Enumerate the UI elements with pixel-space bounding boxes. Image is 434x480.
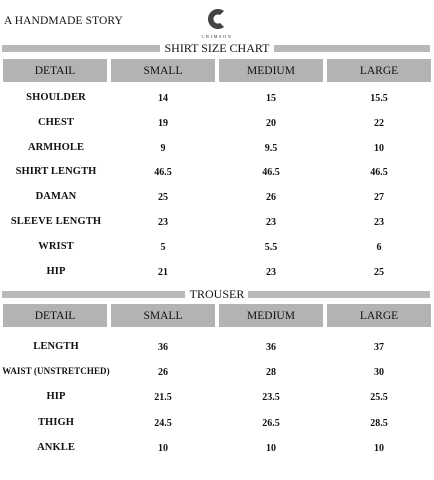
trouser-cell: 30: [374, 367, 384, 379]
trouser-cell: 26: [158, 367, 168, 379]
shirt-cell: 25: [374, 266, 384, 278]
trouser-cell: 26.5: [262, 417, 280, 429]
shirt-cell: 46.5: [370, 167, 388, 179]
shirt-row-label: SLEEVE LENGTH: [10, 216, 102, 227]
shirt-cell: 46.5: [262, 167, 280, 179]
trouser-cell: 10: [266, 442, 276, 454]
trouser-cell: 23.5: [262, 392, 280, 404]
shirt-cell: 9.5: [264, 142, 278, 154]
trouser-cell: 28: [266, 367, 276, 379]
shirt-header-detail: DETAIL: [3, 59, 107, 82]
trouser-cell: 37: [374, 342, 384, 353]
trouser-cell: 24.5: [154, 417, 172, 429]
shirt-header-small: SMALL: [111, 59, 215, 82]
shirt-cell: 15.5: [370, 93, 388, 104]
trouser-header-small: SMALL: [111, 304, 215, 327]
trouser-section-title: TROUSER: [186, 287, 249, 301]
shirt-row-label: HIP: [46, 265, 66, 277]
trouser-cell: 36: [158, 342, 168, 353]
trouser-row-label: ANKLE: [37, 441, 75, 453]
shirt-cell: 5.5: [264, 241, 278, 253]
brand-tagline: A HANDMADE STORY: [4, 15, 123, 27]
shirt-cell: 6: [376, 241, 382, 253]
trouser-header-large: LARGE: [327, 304, 431, 327]
shirt-cell: 23: [266, 266, 276, 278]
trouser-cell: 10: [374, 442, 384, 454]
shirt-cell: 46.5: [154, 167, 172, 179]
shirt-cell: 23: [158, 217, 168, 228]
trouser-header-detail: DETAIL: [3, 304, 107, 327]
shirt-cell: 9: [160, 142, 166, 154]
shirt-cell: 23: [374, 217, 384, 228]
trouser-cell: 36: [266, 342, 276, 353]
shirt-cell: 26: [266, 192, 276, 204]
shirt-header-medium: MEDIUM: [219, 59, 323, 82]
shirt-cell: 20: [266, 117, 276, 129]
shirt-row-label: SHIRT LENGTH: [15, 166, 97, 178]
crimson-logo-icon: [200, 4, 234, 34]
trouser-cell: 10: [158, 442, 168, 454]
shirt-cell: 22: [374, 117, 384, 129]
shirt-section-title: SHIRT SIZE CHART: [160, 41, 273, 55]
trouser-row-label: THIGH: [37, 416, 75, 428]
shirt-cell: 10: [374, 142, 384, 154]
trouser-cell: 21.5: [154, 392, 172, 404]
crimson-logo: [200, 4, 234, 42]
shirt-cell: 15: [266, 93, 276, 104]
shirt-row-label: DAMAN: [35, 191, 77, 203]
trouser-row-label: HIP: [46, 391, 66, 403]
trouser-header-medium: MEDIUM: [219, 304, 323, 327]
shirt-cell: 25: [158, 192, 168, 204]
shirt-row-label: CHEST: [37, 116, 75, 128]
trouser-section-bar: [0, 288, 434, 300]
shirt-section-bar: [0, 42, 434, 54]
shirt-cell: 5: [160, 241, 166, 253]
shirt-cell: 21: [158, 266, 168, 278]
trouser-cell: 25.5: [370, 392, 388, 404]
shirt-row-label: ARMHOLE: [27, 141, 85, 153]
trouser-cell: 28.5: [370, 417, 388, 429]
shirt-header-large: LARGE: [327, 59, 431, 82]
shirt-cell: 14: [158, 93, 168, 104]
shirt-cell: 27: [374, 192, 384, 204]
shirt-row-label: WRIST: [38, 240, 74, 252]
trouser-row-label: LENGTH: [33, 341, 79, 352]
shirt-cell: 19: [158, 117, 168, 129]
logo-wordmark: CRIMSON: [201, 34, 233, 39]
shirt-row-label: SHOULDER: [26, 92, 86, 103]
shirt-cell: 23: [266, 217, 276, 228]
trouser-row-label: WAIST (UNSTRETCHED): [2, 366, 110, 377]
